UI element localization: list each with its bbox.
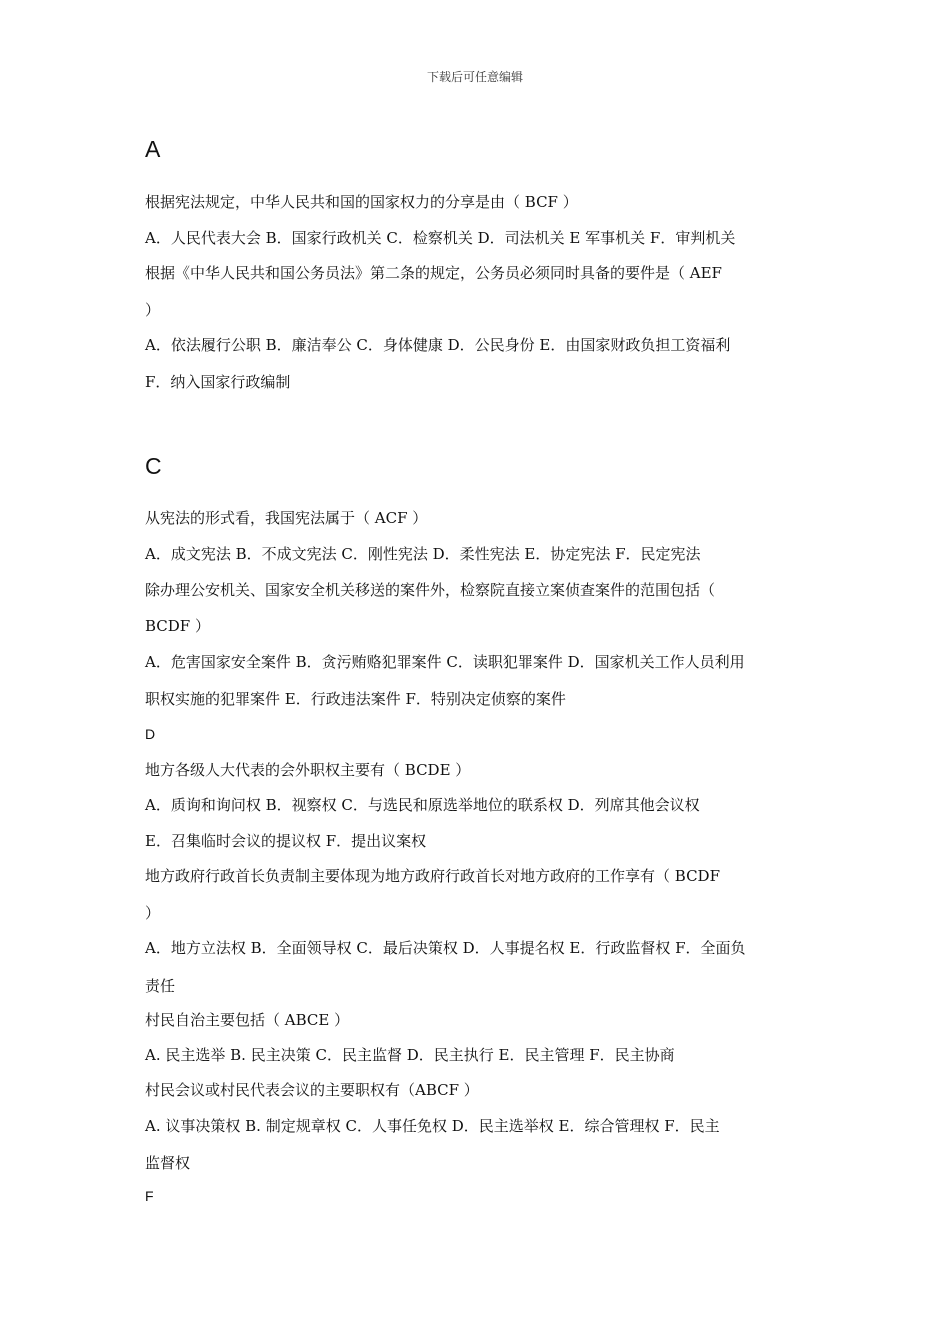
question-line: BCDF ） xyxy=(145,617,210,635)
options-line: A．地方立法权 B．全面领导权 C．最后决策权 D．人事提名权 E．行政监督权 F．全面负 xyxy=(145,939,746,957)
section-letter-c: C xyxy=(145,453,162,479)
options-line: A．成文宪法 B．不成文宪法 C．刚性宪法 D．柔性宪法 E．协定宪法 F．民定宪法 xyxy=(145,545,701,563)
options-line: E．召集临时会议的提议权 F．提出议案权 xyxy=(145,832,427,850)
question-line: 根据宪法规定，中华人民共和国的国家权力的分享是由（ BCF ） xyxy=(145,193,578,211)
question-line: 除办理公安机关、国家安全机关移送的案件外，检察院直接立案侦查案件的范围包括（ xyxy=(145,581,716,599)
options-line: A．依法履行公职 B．廉洁奉公 C．身体健康 D．公民身份 E．由国家财政负担工资福利 xyxy=(145,336,731,354)
options-line: A. 议事决策权 B. 制定规章权 C．人事任免权 D．民主选举权 E．综合管理权 F．民主 xyxy=(145,1117,720,1135)
question-line: ） xyxy=(145,904,161,922)
section-letter-f: F xyxy=(145,1188,154,1204)
question-line: 根据《中华人民共和国公务员法》第二条的规定，公务员必须同时具备的要件是（ AEF xyxy=(145,264,722,282)
question-line: ） xyxy=(145,301,161,319)
question-line: 村民会议或村民代表会议的主要职权有（ABCF ） xyxy=(145,1081,479,1099)
question-line: 地方各级人大代表的会外职权主要有（ BCDE ） xyxy=(145,761,471,779)
section-letter-a: A xyxy=(145,136,161,162)
page-header: 下载后可任意编辑 xyxy=(426,70,523,84)
options-line: 责任 xyxy=(145,977,176,995)
options-line: A．质询和询问权 B．视察权 C．与选民和原选举地位的联系权 D．列席其他会议权 xyxy=(145,796,700,814)
options-line: A．危害国家安全案件 B．贪污贿赂犯罪案件 C．读职犯罪案件 D．国家机关工作人员利用 xyxy=(145,653,745,671)
options-line: F．纳入国家行政编制 xyxy=(145,373,291,391)
question-line: 村民自治主要包括（ ABCE ） xyxy=(145,1011,350,1029)
question-line: 从宪法的形式看，我国宪法属于（ ACF ） xyxy=(145,509,428,527)
section-letter-d: D xyxy=(145,726,156,742)
options-line: A. 民主选举 B. 民主决策 C．民主监督 D．民主执行 E．民主管理 F．民主协商 xyxy=(145,1046,675,1064)
options-line: 职权实施的犯罪案件 E．行政违法案件 F．特别决定侦察的案件 xyxy=(145,690,566,708)
question-line: 地方政府行政首长负责制主要体现为地方政府行政首长对地方政府的工作享有（ BCDF xyxy=(145,867,720,885)
options-line: 监督权 xyxy=(145,1154,191,1172)
options-line: A．人民代表大会 B．国家行政机关 C．检察机关 D．司法机关 E 军事机关 F．审判机关 xyxy=(145,229,736,247)
